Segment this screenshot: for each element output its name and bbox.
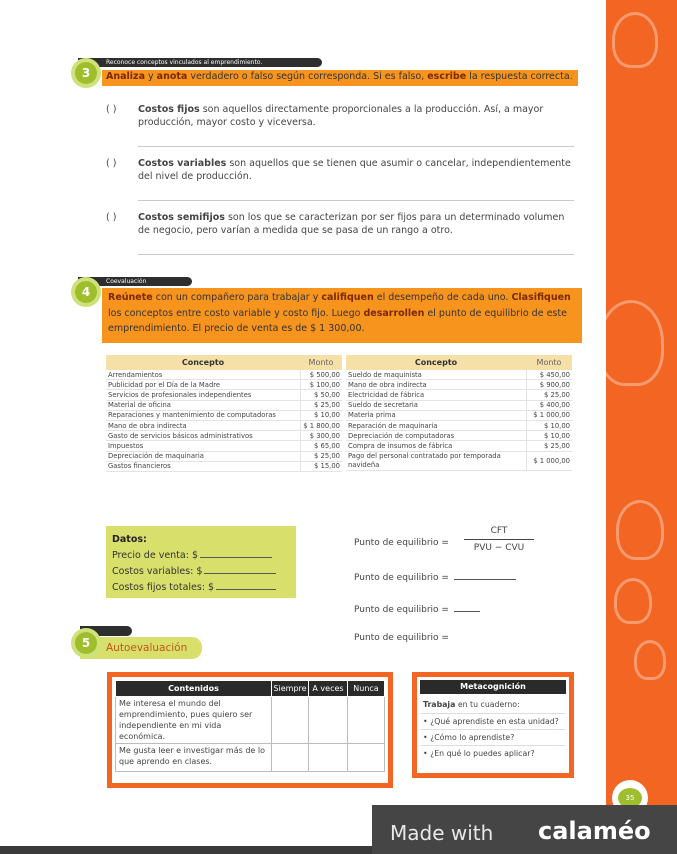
concept-cell: Arrendamientos [106, 370, 300, 380]
section-3-number: 3 [75, 62, 97, 84]
column-header-nunca: Nunca [348, 681, 385, 697]
table-row [346, 400, 572, 410]
calameo-watermark[interactable] [372, 805, 677, 854]
statement-text: son aquellos que se tienen que asumir o cancelar, independientemente del nivel de producción. [138, 158, 571, 182]
statement-1 [106, 103, 574, 129]
answer-line[interactable] [138, 200, 574, 201]
concept-cell: Reparaciones y mantenimiento de computadoras [106, 410, 300, 420]
concept-cell: Servicios de profesionales independientes [106, 390, 300, 400]
costos-fijos-field[interactable]: Costos fijos totales: $ [112, 582, 276, 593]
table-row [106, 461, 342, 471]
statement-term: Costos semifijos [138, 212, 225, 223]
autoevaluacion-table [115, 680, 385, 772]
a-veces-cell[interactable] [309, 697, 348, 744]
equilibrio-line-2[interactable]: Punto de equilibrio = [354, 573, 516, 583]
answer-parentheses[interactable]: ( ) [106, 104, 117, 115]
equilibrio-formula: Punto de equilibrio = [354, 538, 449, 548]
costs-table-right [346, 355, 572, 471]
table-row [346, 380, 572, 390]
amount-cell: $ 400,00 [526, 400, 572, 410]
column-header-concept: Concepto [346, 355, 526, 370]
question-3: • ¿En qué lo puedes aplicar? [421, 745, 565, 761]
side-decoration-band [606, 0, 677, 854]
table-row [106, 370, 342, 380]
datos-title: Datos: [112, 534, 147, 545]
section-4-badge [71, 277, 101, 307]
table-row [106, 431, 342, 441]
question-1: • ¿Qué aprendiste en esta unidad? [421, 713, 565, 729]
amount-cell: $ 25,00 [526, 441, 572, 451]
table-row [106, 390, 342, 400]
amount-cell: $ 50,00 [300, 390, 342, 400]
table-row [106, 441, 342, 451]
question-2: • ¿Cómo lo aprendiste? [421, 729, 565, 745]
fraction-denominator: PVU − CVU [473, 543, 525, 553]
amount-cell: $ 450,00 [526, 370, 572, 380]
page-number: 35 [618, 788, 642, 808]
siempre-cell[interactable] [272, 697, 309, 744]
column-header-amount: Monto [526, 355, 572, 370]
amount-cell: $ 25,00 [300, 400, 342, 410]
equilibrio-line-4[interactable]: Punto de equilibrio = [354, 633, 449, 643]
amount-cell: $ 300,00 [300, 431, 342, 441]
answer-line[interactable] [138, 146, 574, 147]
equilibrio-line-3[interactable]: Punto de equilibrio = [354, 605, 480, 615]
concept-cell: Sueldo de secretaria [346, 400, 526, 410]
statement-term: Costos variables [138, 158, 227, 169]
section-5-number: 5 [75, 632, 97, 654]
content-statement: Me gusta leer e investigar más de lo que aprendo en clases. [116, 744, 272, 772]
amount-cell: $ 1 000,00 [526, 451, 572, 470]
answer-parentheses[interactable]: ( ) [106, 212, 117, 223]
table-row [346, 420, 572, 430]
amount-cell: $ 1 800,00 [300, 420, 342, 430]
datos-box [106, 526, 296, 598]
fraction-numerator: CFT [464, 526, 534, 540]
section-4-number: 4 [75, 281, 97, 303]
equilibrio-fraction [464, 526, 534, 553]
metacognicion-box [412, 672, 574, 778]
section-5-badge [71, 628, 101, 658]
section-4-tag: Coevaluación [78, 277, 192, 286]
table-row [346, 410, 572, 420]
section-5-title: Autoevaluación [106, 642, 188, 654]
amount-cell: $ 65,00 [300, 441, 342, 451]
statement-text: son los que se caracterizan por ser fijos para un determinado volumen de negocio, pero varían a medida que se pasa de un rango a otro. [138, 212, 565, 236]
section-3-tag: Reconoce conceptos vinculados al emprendimiento. [78, 58, 322, 67]
amount-cell: $ 10,00 [526, 420, 572, 430]
table-row [346, 441, 572, 451]
answer-line[interactable] [138, 254, 574, 255]
concept-cell: Materia prima [346, 410, 526, 420]
column-header-siempre: Siempre [272, 681, 309, 697]
table-row [346, 431, 572, 441]
costos-variables-field[interactable]: Costos variables: $ [112, 566, 276, 577]
table-row [106, 451, 342, 461]
section-3-instruction: Analiza y anota verdadero o falso según corresponda. Si es falso, escribe la respuesta correcta. [102, 70, 578, 86]
a-veces-cell[interactable] [309, 744, 348, 772]
statement-3 [106, 211, 574, 237]
column-header-contenidos: Contenidos [116, 681, 272, 697]
table-row [346, 451, 572, 470]
lightbulb-icon [612, 12, 658, 68]
nunca-cell[interactable] [348, 697, 385, 744]
column-header-amount: Monto [300, 355, 342, 370]
concept-cell: Publicidad por el Día de la Madre [106, 380, 300, 390]
amount-cell: $ 100,00 [300, 380, 342, 390]
column-header-a-veces: A veces [309, 681, 348, 697]
amount-cell: $ 25,00 [526, 390, 572, 400]
amount-cell: $ 25,00 [300, 451, 342, 461]
section-4-instruction: Reúnete con un compañero para trabajar y califiquen el desempeño de cada uno. Clasifiquen los conceptos entre costo variable y costo fijo. Luego desarrollen el punto de equilibrio de este emprendimiento. El precio de venta es de $ 1 300,00. [102, 288, 582, 343]
siempre-cell[interactable] [272, 744, 309, 772]
costs-table-left [106, 355, 342, 472]
table-row [106, 380, 342, 390]
concept-cell: Gastos financieros [106, 461, 300, 471]
table-row [106, 420, 342, 430]
autoevaluacion-box [107, 672, 393, 788]
statement-text: son aquellos directamente proporcionales a la producción. Así, a mayor producción, mayor costo y viceversa. [138, 104, 544, 128]
lightbulb-icon [614, 578, 652, 624]
concept-cell: Material de oficina [106, 400, 300, 410]
amount-cell: $ 10,00 [300, 410, 342, 420]
table-row [346, 370, 572, 380]
precio-venta-field[interactable]: Precio de venta: $ [112, 550, 272, 561]
lightbulb-icon [598, 300, 664, 386]
watermark-prefix: Made with [390, 821, 494, 845]
metacognicion-lead: Trabaja en tu cuaderno: [423, 700, 520, 709]
amount-cell: $ 500,00 [300, 370, 342, 380]
table-row [106, 410, 342, 420]
concept-cell: Pago del personal contratado por temporada navideña [346, 451, 526, 470]
concept-cell: Electricidad de fábrica [346, 390, 526, 400]
amount-cell: $ 15,00 [300, 461, 342, 471]
concept-cell: Compra de insumos de fábrica [346, 441, 526, 451]
statement-2 [106, 157, 574, 183]
content-statement: Me interesa el mundo del emprendimiento, pues quiero ser independiente en mi vida económica. [116, 697, 272, 744]
concept-cell: Impuestos [106, 441, 300, 451]
concept-cell: Depreciación de maquinaria [106, 451, 300, 461]
table-row [116, 697, 385, 744]
lightbulb-icon [634, 640, 666, 680]
metacognicion-title: Metacognición [420, 680, 566, 694]
concept-cell: Depreciación de computadoras [346, 431, 526, 441]
amount-cell: $ 10,00 [526, 431, 572, 441]
amount-cell: $ 1 000,00 [526, 410, 572, 420]
statement-term: Costos fijos [138, 104, 200, 115]
table-row [106, 400, 342, 410]
concept-cell: Sueldo de maquinista [346, 370, 526, 380]
amount-cell: $ 900,00 [526, 380, 572, 390]
concept-cell: Mano de obra indirecta [106, 420, 300, 430]
table-row [116, 744, 385, 772]
column-header-concept: Concepto [106, 355, 300, 370]
concept-cell: Mano de obra indirecta [346, 380, 526, 390]
calameo-logo: calaméo [538, 817, 651, 845]
concept-cell: Reparación de maquinaria [346, 420, 526, 430]
section-3-badge [71, 58, 101, 88]
answer-parentheses[interactable]: ( ) [106, 158, 117, 169]
table-row [346, 390, 572, 400]
lightbulb-icon [616, 500, 664, 560]
concept-cell: Gasto de servicios básicos administrativos [106, 431, 300, 441]
nunca-cell[interactable] [348, 744, 385, 772]
